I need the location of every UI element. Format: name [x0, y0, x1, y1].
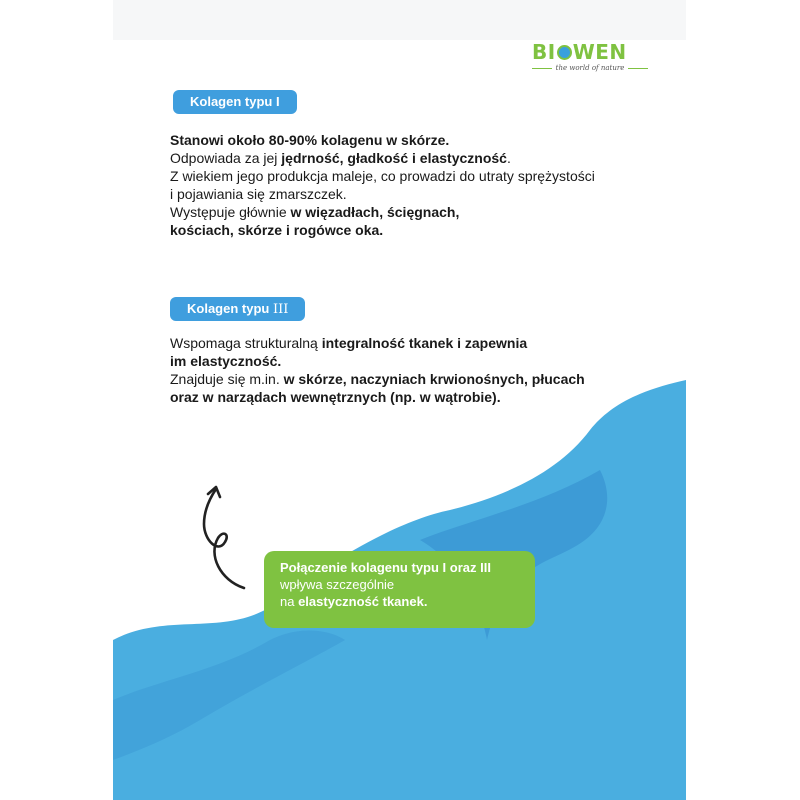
section1-text-segment: w więzadłach, ścięgnach,: [290, 204, 460, 220]
section2-text-segment: im elastyczność.: [170, 353, 282, 369]
section2-line: [170, 334, 585, 352]
globe-icon: [557, 45, 572, 60]
section1-text-segment: Stanowi około 80-90% kolagenu w skórze.: [170, 132, 450, 148]
callout-line: [280, 559, 519, 576]
section2-text-segment: Znajduje się m.in.: [170, 371, 284, 387]
section2-pill-roman: III: [272, 302, 289, 317]
section1-line: [170, 167, 595, 185]
biowen-logo: [532, 42, 648, 76]
section2-text-segment: integralność tkanek i zapewnia: [321, 335, 528, 351]
section1-text-segment: i pojawiania się zmarszczek.: [170, 186, 347, 202]
section1-text-segment: jędrność, gładkość i elastyczność: [281, 150, 507, 166]
section2-line: [170, 352, 585, 370]
callout-text-segment: na: [280, 594, 299, 609]
callout-text-segment: Połączenie kolagenu typu I oraz III: [280, 560, 491, 575]
section2-text-segment: w skórze, naczyniach krwionośnych, płucach: [283, 371, 585, 387]
section2-pill: [170, 297, 305, 321]
logo-text: BI WEN: [532, 40, 627, 64]
section2-text-segment: Wspomaga strukturalną: [170, 335, 322, 351]
callout-text-segment: elastyczność tkanek.: [298, 594, 428, 609]
section2-pill-label: Kolagen typu: [187, 301, 273, 316]
callout-text-segment: wpływa szczególnie: [280, 577, 395, 592]
section1-line: [170, 149, 595, 167]
section1-text-segment: kościach, skórze i rogówce oka.: [170, 222, 384, 238]
tagline-text: the world of nature: [555, 64, 625, 72]
section1-text-segment: Występuje głównie: [170, 204, 291, 220]
section1-text: [170, 131, 595, 239]
section2-line: [170, 370, 585, 388]
logo-tagline: [532, 64, 648, 72]
callout-line: [280, 593, 519, 610]
section1-line: [170, 131, 595, 149]
section2-text: [170, 334, 585, 406]
callout-line: [280, 576, 519, 593]
curly-arrow-up-icon: [190, 480, 260, 595]
section1-line: [170, 221, 595, 239]
section1-text-segment: Z wiekiem jego produkcja maleje, co prowadzi do utraty sprężystości: [170, 168, 595, 184]
section1-pill-label: Kolagen typu I: [190, 94, 280, 109]
section1-text-segment: Odpowiada za jej: [170, 150, 282, 166]
section2-text-segment: oraz w narządach wewnętrznych (np. w wątrobie).: [170, 389, 501, 405]
section2-line: [170, 388, 585, 406]
callout-box: [264, 551, 535, 628]
section1-pill: [173, 90, 297, 114]
section1-line: [170, 185, 595, 203]
section1-line: [170, 203, 595, 221]
section1-text-segment: .: [506, 150, 511, 166]
